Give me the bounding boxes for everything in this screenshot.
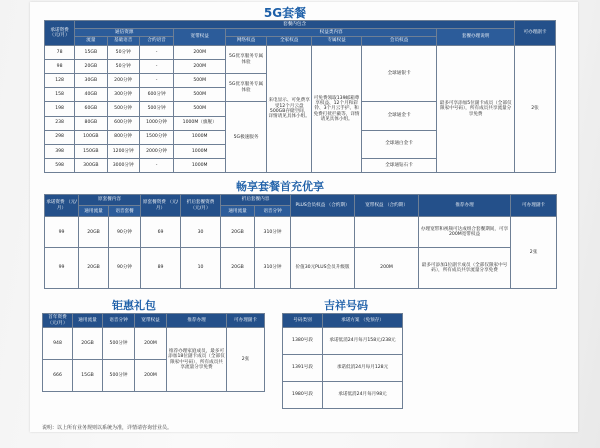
fiveg-cell: 78: [45, 46, 75, 60]
changxiang-cell: 最多可添加1位副卡成员（全部仅限家中号码），所有成员共享流量分享免费: [419, 248, 511, 289]
juhui-header-card: 可办理副卡: [227, 314, 265, 328]
fiveg-cell: 200分钟: [107, 74, 139, 88]
fiveg-cell: 298: [45, 130, 75, 144]
changxiang-cell: 20GB: [221, 217, 255, 248]
jixiang-cell: 1391号段: [283, 355, 323, 382]
jixiang-table: [282, 313, 403, 409]
changxiang-cell: [291, 217, 355, 248]
changxiang-cell: 99: [45, 248, 79, 289]
juhui-cell: 500分钟: [103, 360, 135, 392]
fiveg-header-family: 全家权益: [267, 37, 312, 46]
changxiang-cell: 20GB: [79, 248, 109, 289]
changxiang-cell: [355, 217, 419, 248]
fiveg-cell: 20GB: [75, 60, 107, 74]
fiveg-cell: -: [139, 46, 173, 60]
fiveg-cell: 800分钟: [107, 130, 139, 144]
changxiang-header-inner-group: 原套餐内容: [79, 195, 141, 206]
fiveg-cell: 300GB: [75, 158, 107, 172]
changxiang-card-cell: 2张: [511, 217, 557, 289]
fiveg-network-cell: 5G优享服务专属体验: [226, 46, 267, 74]
changxiang-header-monthly: 承诺资费 （元/月）: [45, 195, 79, 217]
fiveg-cell: 198: [45, 102, 75, 116]
changxiang-cell: 310分钟: [255, 217, 291, 248]
fiveg-family-cell: 来电显示、可免费享受12个月云盘500GB存储空间，详情请见具体小组。: [267, 46, 312, 173]
juhui-header-traffic: 通用流量: [73, 314, 103, 328]
juhui-bundle-cell: 推荐办理家庭成员，最多可添加18位副卡成员（全部仅限家中号码），所有成员共享流量分享免费: [167, 328, 227, 392]
changxiang-header-bundle: 推荐办理: [419, 195, 511, 217]
changxiang-cell: 90分钟: [109, 248, 141, 289]
fiveg-bundle-cell: 最多可享添加5位副卡成员（全部仅限家中号码），所有成员共享流量分享免费: [437, 46, 515, 173]
fiveg-cell: 500M: [174, 74, 226, 88]
fiveg-cell: 3000分钟: [107, 158, 139, 172]
fiveg-member-cell: 全球通银卡: [361, 46, 436, 102]
fiveg-cell: 598: [45, 158, 75, 172]
fiveg-cell: 200M: [174, 60, 226, 74]
jixiang-cell: 承诺低消24月每月98元: [323, 382, 403, 409]
fiveg-cell: 50分钟: [107, 46, 139, 60]
juhui-cell: 20GB: [73, 328, 103, 360]
changxiang-cell: 办理宽带和视频可达成组合套餐期间，可享200M宽带权益: [419, 217, 511, 248]
fiveg-cell: 398: [45, 144, 75, 158]
juhui-table: [42, 313, 265, 392]
fiveg-cell: 300分钟: [107, 88, 139, 102]
fiveg-header-family-voice: 合约语音: [139, 37, 173, 46]
changxiang-header-traffic: 通用流量: [79, 206, 109, 217]
fiveg-cell: 600分钟: [107, 116, 139, 130]
changxiang-cell: 200M: [355, 248, 419, 289]
changxiang-cell: 价值30元PLUS会员升级版: [291, 248, 355, 289]
changxiang-header-card: 可办理副卡: [511, 195, 557, 217]
fiveg-header-traffic: 流量: [75, 37, 107, 46]
fiveg-cell: 128: [45, 74, 75, 88]
fiveg-header-network: 网络权益: [226, 37, 267, 46]
fiveg-header-monthly: 承诺资费 （元/月）: [45, 21, 75, 46]
fiveg-cell: 150GB: [75, 144, 107, 158]
footnote: 说明：以上所有业务规则以系统为准，详情请咨询营业员。: [42, 425, 173, 431]
fiveg-cell: 1500分钟: [139, 130, 173, 144]
changxiang-cell: 30: [181, 217, 221, 248]
fiveg-member-cell: 全球通白金卡: [361, 130, 436, 158]
changxiang-cell: 90分钟: [109, 217, 141, 248]
changxiang-header-broadband: 宽带权益 （合约期）: [355, 195, 419, 217]
changxiang-cell: 10: [181, 248, 221, 289]
fiveg-member-cell: 全球通钻石卡: [361, 158, 436, 172]
fiveg-cell: 600分钟: [139, 88, 173, 102]
fiveg-cell: 15GB: [75, 46, 107, 60]
fiveg-cell: 98: [45, 60, 75, 74]
juhui-cell: 666: [43, 360, 73, 392]
fiveg-cell: 2000分钟: [139, 144, 173, 158]
changxiang-header-prepay: 原套餐资费 （元/月）: [141, 195, 181, 217]
fiveg-cell: -: [139, 158, 173, 172]
fiveg-header-card: 可办理副卡: [515, 21, 556, 46]
juhui-header-broadband: 宽带权益: [135, 314, 167, 328]
jixiang-header-plan: 承诺方案 （免预存）: [323, 314, 403, 328]
fiveg-cell: -: [139, 74, 173, 88]
jixiang-cell: 1980号段: [283, 382, 323, 409]
fiveg-cell: 80GB: [75, 116, 107, 130]
jixiang-cell: 1380号段: [283, 328, 323, 355]
fiveg-title: 5G套餐: [263, 6, 307, 20]
changxiang-header-voice2: 语音分钟: [255, 206, 291, 217]
juhui-cell: 200M: [135, 360, 167, 392]
changxiang-cell: 310分钟: [255, 248, 291, 289]
fiveg-header-broadband: 宽带权益: [174, 29, 226, 46]
changxiang-cell: 69: [141, 217, 181, 248]
changxiang-cell: 89: [141, 248, 181, 289]
fiveg-cell: 1000M（旗舰）: [174, 116, 226, 130]
fiveg-cell: 500M: [174, 88, 226, 102]
fiveg-cell: 1000M: [174, 158, 226, 172]
jixiang-cell: 承诺低消24月每月128元: [323, 355, 403, 382]
changxiang-header-traffic2: 通用流量: [221, 206, 255, 217]
changxiang-title: 畅享套餐首充优享: [236, 180, 324, 193]
fiveg-cell: 158: [45, 88, 75, 102]
fiveg-cell: 1000分钟: [139, 116, 173, 130]
changxiang-cell: 20GB: [221, 248, 255, 289]
juhui-cell: 948: [43, 328, 73, 360]
changxiang-header-voice: 语音套餐: [109, 206, 141, 217]
changxiang-header-discount: 折后套餐资费 （元/月）: [181, 195, 221, 217]
fiveg-cell: 40GB: [75, 88, 107, 102]
fiveg-exclusive-cell: 可免费领取139邮箱尊享权益、12个月和彩铃、3个月云手护、和免费打扰拦截等，详情请见具体小组。: [312, 46, 362, 173]
fiveg-header-comm: 通信资源: [75, 29, 174, 37]
fiveg-cell: 50分钟: [107, 60, 139, 74]
fiveg-cell: 1200分钟: [107, 144, 139, 158]
fiveg-cell: -: [139, 60, 173, 74]
juhui-header-voice: 语音分钟: [103, 314, 135, 328]
changxiang-header-after-group: 折后套餐内容: [221, 195, 291, 206]
jixiang-header-grade: 号码类别: [283, 314, 323, 328]
fiveg-cell: 100GB: [75, 130, 107, 144]
fiveg-member-cell: 全球通金卡: [361, 102, 436, 130]
fiveg-cell: 200M: [174, 46, 226, 60]
jixiang-title: 吉祥号码: [324, 299, 368, 312]
juhui-header-monthly: 首年资费 （元/月）: [43, 314, 73, 328]
fiveg-cell: 30GB: [75, 74, 107, 88]
fiveg-cell: 238: [45, 116, 75, 130]
changxiang-table: [44, 194, 557, 289]
fiveg-header-equity-group: 权益类内容: [226, 29, 437, 37]
changxiang-header-plus: PLUS会员权益 （合约期）: [291, 195, 355, 217]
changxiang-cell: 20GB: [79, 217, 109, 248]
fiveg-cell: 500M: [174, 102, 226, 116]
fiveg-header-content-group: 套餐内包含: [75, 21, 515, 29]
juhui-cell: 15GB: [73, 360, 103, 392]
changxiang-cell: 99: [45, 217, 79, 248]
juhui-cell: 200M: [135, 328, 167, 360]
fiveg-table: [44, 20, 556, 173]
fiveg-cell: 500分钟: [107, 102, 139, 116]
jixiang-cell: 承诺低消24月每月158元/238元: [323, 328, 403, 355]
juhui-cell: 500分钟: [103, 328, 135, 360]
fiveg-cell: 1000M: [174, 130, 226, 144]
juhui-header-bundle: 推荐办理: [167, 314, 227, 328]
fiveg-header-bundle: 套餐办理说明: [437, 29, 515, 46]
fiveg-header-voice: 基础语音: [107, 37, 139, 46]
fiveg-header-exclusive: 专属权益: [312, 37, 362, 46]
fiveg-cell: 60GB: [75, 102, 107, 116]
fiveg-network-cell: 5G极速服务: [226, 102, 267, 173]
fiveg-network-cell: 5G优享服务专属体验: [226, 74, 267, 102]
fiveg-card-cell: 2张: [515, 46, 556, 173]
fiveg-cell: 1000M: [174, 144, 226, 158]
juhui-title: 钜惠礼包: [112, 299, 156, 312]
juhui-card-cell: 2张: [227, 328, 265, 392]
fiveg-header-member: 会员权益: [361, 37, 436, 46]
fiveg-cell: 500分钟: [139, 102, 173, 116]
